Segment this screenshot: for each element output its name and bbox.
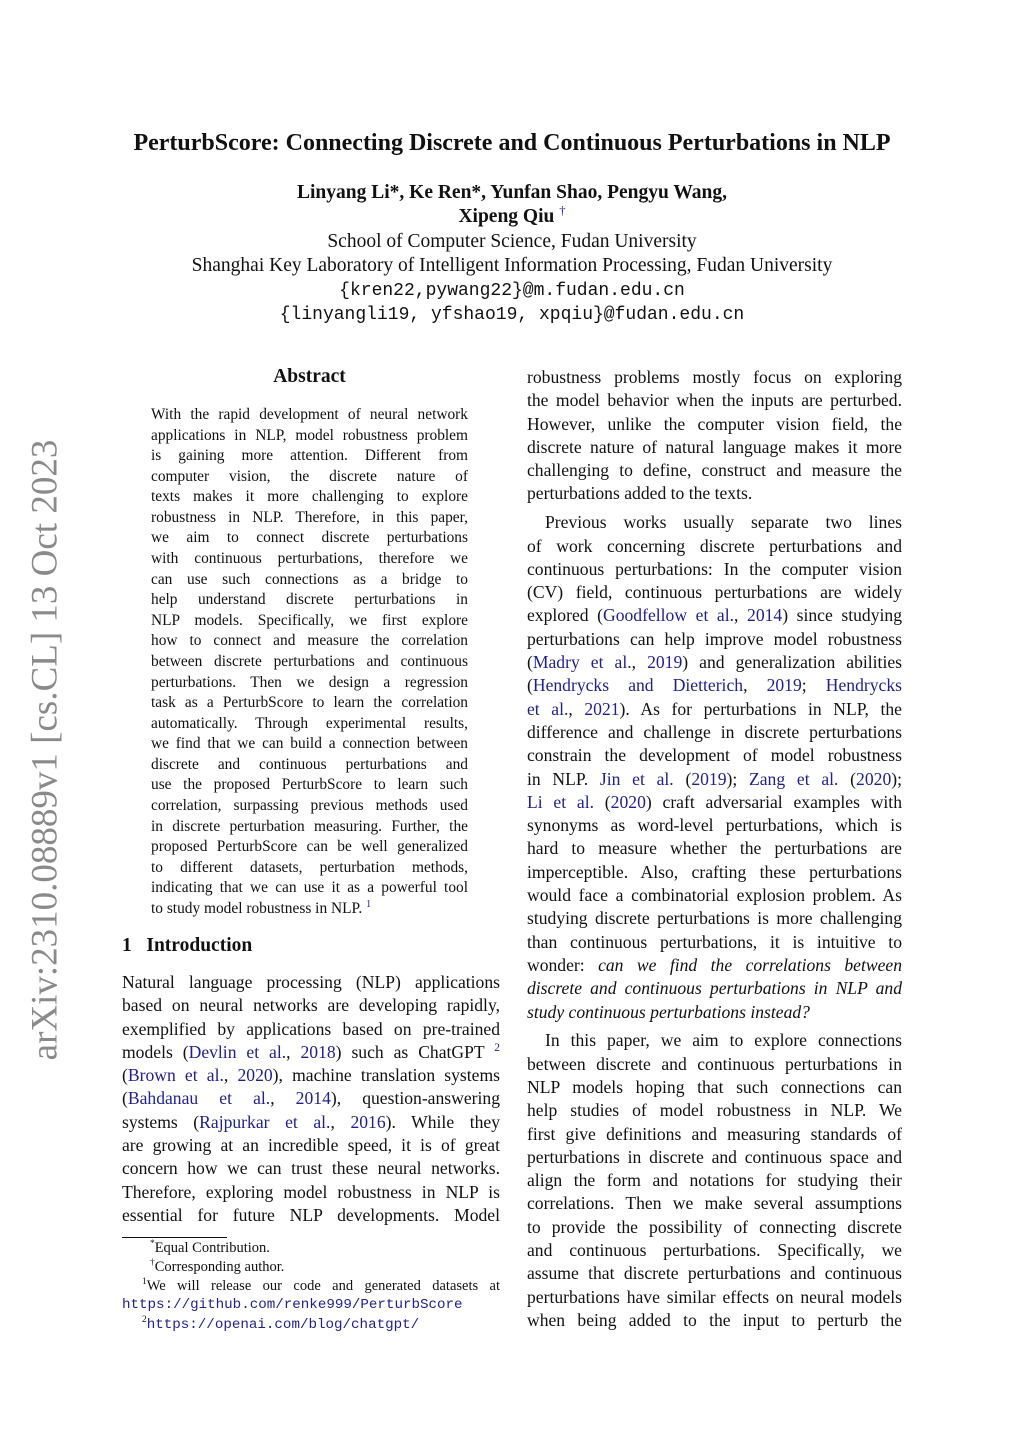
text-line: we aim to connect discrete perturbations bbox=[151, 529, 468, 547]
text-line: concern how we can trust these neural networks. bbox=[122, 1158, 500, 1179]
citation-link[interactable]: Hendrycks bbox=[825, 675, 902, 696]
text-line: based on neural networks are developing rapidly, bbox=[122, 995, 500, 1016]
text-line: Previous works usually separate two lines bbox=[545, 512, 902, 533]
text-line: et al., 2021). As for perturbations in NLP, the bbox=[527, 698, 902, 719]
text-line: perturbations can help improve model robustness bbox=[527, 628, 902, 649]
footnote-corresponding bbox=[122, 1258, 500, 1277]
footnote-chatgpt bbox=[122, 1315, 500, 1335]
footnote-text: We will release our code and generated datasets at bbox=[146, 1278, 500, 1294]
affiliation-2: Shanghai Key Laboratory of Intelligent Information Processing, Fudan University bbox=[191, 255, 833, 276]
footnote-mark: 2 bbox=[142, 1315, 147, 1326]
citation-link[interactable]: Brown et al. bbox=[127, 1065, 224, 1086]
text-line: challenging to define, construct and measure the bbox=[527, 460, 902, 481]
text-line: NLP models hoping that such connections can bbox=[527, 1076, 902, 1097]
text-line: we find that we can build a connection between bbox=[151, 735, 468, 753]
text-line: difference and challenge in discrete perturbations bbox=[527, 721, 902, 742]
paper-title: PerturbScore: Connecting Discrete and Continuous Perturbations in NLP bbox=[133, 130, 891, 156]
italic-text: study continuous perturbations instead? bbox=[527, 1001, 810, 1022]
email-2: {linyangli19, yfshao19, xpqiu}@fudan.edu.cn bbox=[279, 305, 745, 325]
text-line: explored (Goodfellow et al., 2014) since studying bbox=[527, 605, 902, 626]
text-line: hard to measure whether the perturbations are bbox=[527, 838, 902, 859]
text-line: assume that discrete perturbations and continuous bbox=[527, 1263, 902, 1284]
text-line: is gaining more attention. Different from bbox=[151, 447, 468, 465]
text-line: applications in NLP, model robustness problem bbox=[151, 426, 468, 444]
text-line: synonyms as word-level perturbations, which is bbox=[527, 815, 902, 836]
footnote-mark: † bbox=[150, 1258, 155, 1269]
authors-line-2 bbox=[0, 203, 1024, 228]
section-title: Introduction bbox=[146, 935, 253, 956]
abstract-heading: Abstract bbox=[273, 366, 346, 387]
arxiv-side-stamp: arXiv:2310.08889v1 [cs.CL] 13 Oct 2023 bbox=[24, 439, 66, 1061]
text-line: (CV) field, continuous perturbations are widely bbox=[527, 582, 902, 603]
citation-link[interactable]: 2018 bbox=[300, 1041, 336, 1062]
text-line: models (Devlin et al., 2018) such as ChatGPT $^2$ bbox=[122, 1041, 500, 1062]
text-line: in NLP. Jin et al. (2019); Zang et al. (2020); bbox=[527, 768, 902, 789]
text-line: imperceptible. Also, crafting these perturbations bbox=[527, 861, 902, 882]
text-line: discrete nature of natural language makes it more bbox=[527, 436, 902, 457]
text-line: (Hendrycks and Dietterich, 2019; Hendrycks bbox=[527, 675, 902, 696]
corresponding-mark: † bbox=[559, 203, 566, 218]
text-line: first give definitions and measuring standards of bbox=[527, 1123, 902, 1144]
text-line: of work concerning discrete perturbations and bbox=[527, 535, 902, 556]
text-line: computer vision, the discrete nature of bbox=[151, 467, 468, 485]
citation-link[interactable]: Zang et al. bbox=[749, 768, 839, 789]
citation-link[interactable]: Bahdanau et al. bbox=[127, 1088, 271, 1109]
text-line: use the proposed PerturbScore to learn such bbox=[151, 776, 468, 794]
text-line: perturbations have similar effects on neural models bbox=[527, 1286, 902, 1307]
citation-link[interactable]: Jin et al. bbox=[599, 768, 674, 789]
text-line: continuous perturbations: In the computer vision bbox=[527, 558, 902, 579]
text-line: perturbations. Then we design a regression bbox=[151, 673, 468, 691]
text-line bbox=[527, 1001, 902, 1024]
footnote-text: Equal Contribution. bbox=[154, 1240, 270, 1256]
text-line: to study model robustness in NLP. $^1$ bbox=[151, 898, 372, 917]
citation-link[interactable]: 2019 bbox=[766, 675, 802, 696]
text-line: in discrete perturbation measuring. Further, the bbox=[151, 817, 468, 835]
citation-link[interactable]: 2021 bbox=[584, 698, 620, 719]
text-line bbox=[527, 977, 902, 1000]
text-line: However, unlike the computer vision field, the bbox=[527, 413, 902, 434]
paragraph bbox=[151, 405, 468, 919]
text-line: perturbations added to the texts. bbox=[527, 483, 753, 504]
citation-link[interactable]: 2019 bbox=[647, 652, 683, 673]
text-line: systems (Rajpurkar et al., 2016). While they bbox=[122, 1111, 500, 1132]
text-line: (Bahdanau et al., 2014), question-answering bbox=[122, 1088, 500, 1109]
footnote-equal-contribution bbox=[122, 1239, 500, 1258]
section-number: 1 bbox=[122, 935, 132, 956]
text-line: to provide the possibility of connecting discrete bbox=[527, 1216, 902, 1237]
paragraph bbox=[527, 1029, 902, 1332]
footnote-mark: 1 bbox=[142, 1277, 147, 1288]
citation-link[interactable]: 2020 bbox=[610, 791, 646, 812]
citation-link[interactable]: Devlin et al. bbox=[188, 1041, 287, 1062]
introduction-body bbox=[122, 971, 500, 1227]
footnote-rule bbox=[122, 1237, 227, 1238]
footnote-ref[interactable]: 1 bbox=[366, 898, 372, 910]
text-line: wonder: can we find the correlations between bbox=[527, 954, 902, 975]
text-line: texts makes it more challenging to explore bbox=[151, 488, 468, 506]
text-line: are growing at an incredible speed, it is of great bbox=[122, 1135, 500, 1156]
text-line: exemplified by applications based on pre-trained bbox=[122, 1018, 500, 1039]
text-line: help understand discrete perturbations in bbox=[151, 591, 468, 609]
text-line: proposed PerturbScore can be well generalized bbox=[151, 838, 468, 856]
citation-link[interactable]: 2016 bbox=[350, 1111, 386, 1132]
email-1: {kren22,pywang22}@m.fudan.edu.cn bbox=[339, 281, 685, 301]
text-line: align the form and notations for studying their bbox=[527, 1170, 902, 1191]
text-line: With the rapid development of neural network bbox=[151, 406, 468, 423]
text-line: Li et al. (2020) craft adversarial examples with bbox=[527, 791, 902, 812]
citation-link[interactable]: et al. bbox=[527, 698, 569, 719]
citation-link[interactable]: 2014 bbox=[295, 1088, 331, 1109]
authors-line-1: Linyang Li*, Ke Ren*, Yunfan Shao, Pengyu Wang, bbox=[296, 182, 728, 203]
citation-link[interactable]: 2019 bbox=[691, 768, 727, 789]
footnote-mark: * bbox=[150, 1239, 155, 1250]
citation-link[interactable]: 2020 bbox=[856, 768, 892, 789]
citation-link[interactable]: Rajpurkar et al. bbox=[199, 1111, 331, 1132]
text-line: essential for future NLP developments. Model bbox=[122, 1204, 500, 1225]
text-line: would face a combinatorial explosion problem. As bbox=[527, 885, 902, 906]
text-line: to different datasets, perturbation methods, bbox=[151, 858, 468, 876]
abstract-body bbox=[151, 405, 468, 919]
chatgpt-link[interactable]: https://openai.com/blog/chatgpt/ bbox=[146, 1317, 420, 1333]
citation-link[interactable]: Hendrycks and Dietterich bbox=[532, 675, 744, 696]
affiliation-1: School of Computer Science, Fudan University bbox=[327, 231, 697, 252]
italic-text: discrete and continuous perturbations in NLP and bbox=[527, 978, 902, 999]
text-line: Therefore, exploring model robustness in NLP is bbox=[122, 1181, 500, 1202]
citation-link[interactable]: 2014 bbox=[747, 605, 783, 626]
italic-text: can we find the correlations between bbox=[598, 954, 902, 975]
text-line: between discrete perturbations and continuous bbox=[151, 652, 468, 670]
text-line: correlation, surpassing previous methods used bbox=[151, 796, 468, 814]
paragraph bbox=[122, 971, 500, 1227]
author-name: Xipeng Qiu bbox=[458, 206, 555, 227]
text-line: and continuous perturbations. Specifically, we bbox=[527, 1239, 902, 1260]
text-line: how to connect and measure the correlation bbox=[151, 632, 468, 650]
citation-link[interactable]: Madry et al. bbox=[532, 652, 632, 673]
text-line: constrain the development of model robustness bbox=[527, 745, 902, 766]
text-line: perturbations in discrete and continuous space and bbox=[527, 1146, 902, 1167]
text-line: between discrete and continuous perturbations in bbox=[527, 1053, 902, 1074]
text-line: task as a PerturbScore to learn the correlation bbox=[151, 694, 468, 712]
text-line: correlations. Then we make several assumptions bbox=[527, 1193, 902, 1214]
paragraph bbox=[527, 366, 902, 506]
text-line: with continuous perturbations, therefore we bbox=[151, 550, 468, 568]
text-line: robustness in NLP. Therefore, in this paper, bbox=[151, 508, 468, 526]
right-column-body bbox=[527, 366, 902, 1332]
text-line: indicating that we can use it as a powerful tool bbox=[151, 879, 468, 897]
citation-link[interactable]: 2020 bbox=[237, 1065, 273, 1086]
section-heading-introduction bbox=[122, 935, 252, 957]
text-line: studying discrete perturbations is more challenging bbox=[527, 908, 902, 929]
text-line: than continuous perturbations, it is intuitive to bbox=[527, 931, 902, 952]
paragraph bbox=[527, 511, 902, 1024]
footnotes bbox=[122, 1239, 500, 1335]
footnote-ref[interactable]: 2 bbox=[494, 1042, 500, 1055]
text-line: can use such connections as a bridge to bbox=[151, 570, 468, 588]
text-line: discrete and continuous perturbations and bbox=[151, 755, 468, 773]
text-line: (Madry et al., 2019) and generalization abilities bbox=[527, 652, 902, 673]
text-line: NLP models. Specifically, we first explore bbox=[151, 611, 468, 629]
footnote-text: Corresponding author. bbox=[154, 1259, 285, 1275]
text-line: automatically. Through experimental results, bbox=[151, 714, 468, 732]
text-line: robustness problems mostly focus on exploring bbox=[527, 367, 902, 387]
text-line: the model behavior when the inputs are perturbed. bbox=[527, 390, 902, 411]
github-link[interactable]: https://github.com/renke999/PerturbScore bbox=[122, 1297, 463, 1313]
footnote-code-release bbox=[122, 1277, 500, 1296]
text-line: (Brown et al., 2020), machine translation systems bbox=[122, 1065, 501, 1086]
text-line: when being added to the input to perturb the bbox=[527, 1309, 902, 1330]
text-line: In this paper, we aim to explore connections bbox=[545, 1030, 902, 1051]
citation-link[interactable]: Goodfellow et al. bbox=[603, 605, 735, 626]
citation-link[interactable]: Li et al. bbox=[527, 791, 595, 812]
text-line: Natural language processing (NLP) applications bbox=[122, 972, 500, 992]
text-line: help studies of model robustness in NLP. We bbox=[527, 1100, 902, 1121]
